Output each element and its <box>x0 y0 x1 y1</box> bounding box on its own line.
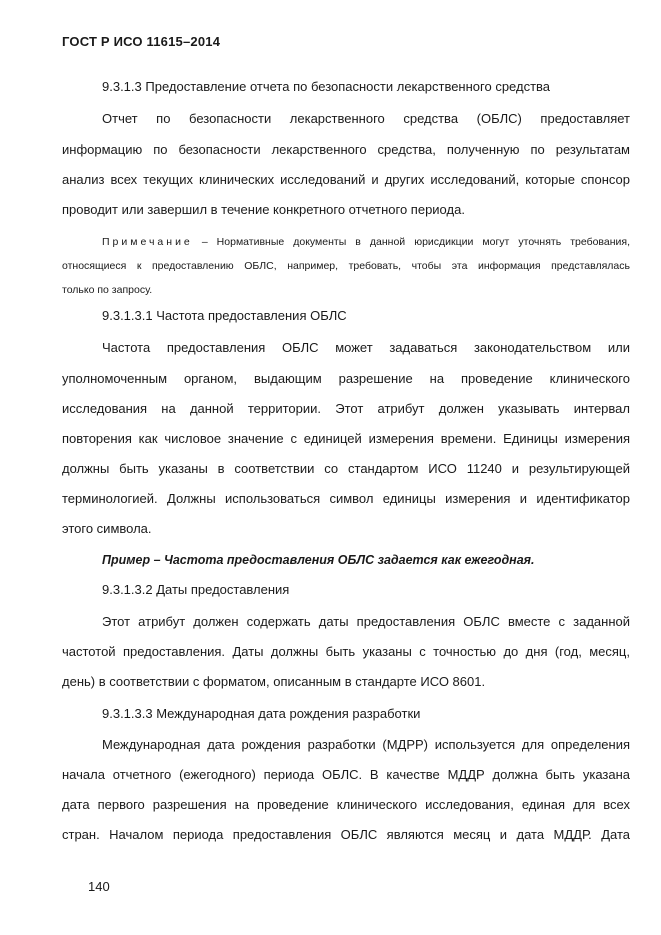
paragraph-line: терминологией. Должны использоваться символ единицы измерения и идентификатор <box>62 491 630 506</box>
paragraph-line: исследования на данной территории. Этот атрибут должен указывать интервал <box>62 401 630 416</box>
document-header: ГОСТ Р ИСО 11615–2014 <box>62 34 221 49</box>
page-number: 140 <box>88 879 110 894</box>
paragraph-line: дата первого разрешения на проведение клинического исследования, единая для всех <box>62 797 630 812</box>
paragraph-line: начала отчетного (ежегодного) периода ОБЛС. В качестве МДДР должна быть указана <box>62 767 630 782</box>
paragraph-line: частотой предоставления. Даты должны быть указаны с точностью до дня (год, месяц, <box>62 644 630 659</box>
section-heading-9-3-1-3-3: 9.3.1.3.3 Международная дата рождения разработки <box>102 706 421 721</box>
paragraph-line: должны быть указаны в соответствии со стандартом ИСО 11240 и результирующей <box>62 461 630 476</box>
note-line: только по запросу. <box>62 284 153 296</box>
note-line <box>102 234 630 250</box>
paragraph-line: Международная дата рождения разработки (МДРР) используется для определения <box>102 737 630 752</box>
paragraph-line: Отчет по безопасности лекарственного средства (ОБЛС) предоставляет <box>102 111 630 126</box>
section-heading-9-3-1-3-2: 9.3.1.3.2 Даты предоставления <box>102 582 290 597</box>
section-heading-9-3-1-3: 9.3.1.3 Предоставление отчета по безопасности лекарственного средства <box>102 79 551 94</box>
paragraph-line: информацию по безопасности лекарственного средства, полученную по результатам <box>62 142 630 157</box>
note-text: – Нормативные документы в данной юрисдикции могут уточнять требования, <box>192 236 630 248</box>
paragraph-line: стран. Началом периода предоставления ОБЛС являются месяц и дата МДДР. Дата <box>62 827 630 842</box>
paragraph-line: этого символа. <box>62 521 152 536</box>
note-label: Примечание <box>102 236 193 248</box>
paragraph-line: проводит или завершил в течение конкретного отчетного периода. <box>62 202 465 217</box>
paragraph-line: анализ всех текущих клинических исследований и других исследований, которые спонсор <box>62 172 630 187</box>
paragraph-line: день) в соответствии с форматом, описанным в стандарте ИСО 8601. <box>62 674 486 689</box>
paragraph-line: повторения как числовое значение с единицей измерения времени. Единицы измерения <box>62 431 630 446</box>
example-text: Пример – Частота предоставления ОБЛС задается как ежегодная. <box>102 553 535 567</box>
paragraph-line: уполномоченным органом, выдающим разрешение на проведение клинического <box>62 371 630 386</box>
paragraph-line: Этот атрибут должен содержать даты предоставления ОБЛС вместе с заданной <box>102 614 630 629</box>
section-heading-9-3-1-3-1: 9.3.1.3.1 Частота предоставления ОБЛС <box>102 308 347 323</box>
note-line: относящиеся к предоставлению ОБЛС, например, требовать, чтобы эта информация представлялась <box>62 260 630 272</box>
paragraph-line: Частота предоставления ОБЛС может задаваться законодательством или <box>102 340 630 355</box>
